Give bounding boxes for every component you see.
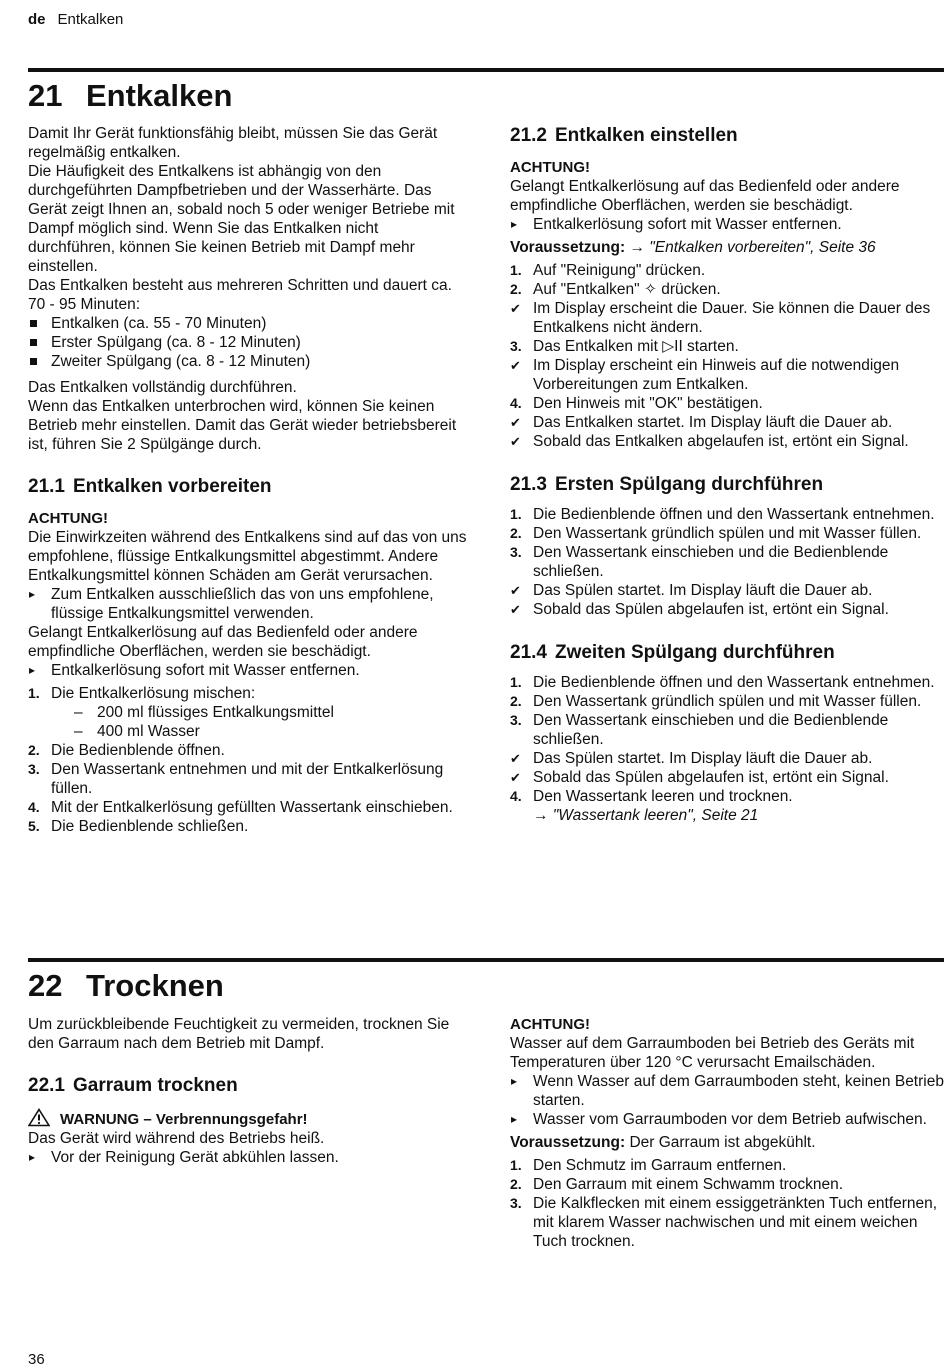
cross-reference: → "Wassertank leeren", Seite 21 [533,807,759,824]
chapter-21-left-column [28,124,468,836]
list-item: – 400 ml Wasser [74,722,468,741]
paragraph: Die Häufigkeit des Entkalkens ist abhängig von den durchgeführten Dampfbetrieben und der Wasserhärte. Das Gerät zeigt Ihnen an, sobald noch 5 oder weniger Betriebe mit Dampf möglich sind. Wenn Sie das Entkalken nicht durchführen, können Sie keinen Betrieb mit Dampf mehr einstellen. [28,163,455,275]
list-item: 1. Die Bedienblende öffnen und den Wassertank entnehmen. [510,674,935,691]
list-item: 2. Auf "Entkalken" ✧ drücken. [510,281,721,298]
chapter-title: 21 Entkalken [28,78,233,113]
section-title: 21.4 Zweiten Spülgang durchführen [510,642,835,663]
list-item: ✔ Das Spülen startet. Im Display läuft die Dauer ab. [510,749,945,768]
list-item: ✔ Sobald das Spülen abgelaufen ist, ertönt ein Signal. [510,600,945,619]
header-section: Entkalken [57,11,124,28]
list-item: 3. Die Kalkflecken mit einem essiggetränkten Tuch entfernen, mit klarem Wasser nachwischen und mit einem weichen Tuch trocknen. [510,1195,938,1250]
list-item: 1. Die Entkalkerlösung mischen: – 200 ml flüssiges Entkalkungsmittel – 400 ml Wasser [28,684,468,741]
section-title: 21.3 Ersten Spülgang durchführen [510,474,824,495]
list-item: ▸ Entkalkerlösung sofort mit Wasser entfernen. [28,661,468,680]
numbered-list [510,261,945,299]
section-title: 22.1 Garraum trocknen [28,1075,238,1096]
list-item: 3. Das Entkalken mit ▷II starten. [510,338,739,355]
numbered-list [510,337,945,356]
paragraph: Wenn das Entkalken unterbrochen wird, können Sie keinen Betrieb mehr einstellen. Damit das Gerät wieder betriebsbereit ist, führen Sie 2 Spülgänge durch. [28,398,457,453]
list-item: Entkalken (ca. 55 - 70 Minuten) [28,314,468,333]
warning-triangle-icon [28,1108,50,1127]
section-title: 21.1 Entkalken vorbereiten [28,476,272,497]
steps-list [28,314,468,371]
numbered-list [510,673,945,749]
chapter-22-right-column [510,1015,945,1251]
paragraph: Gelangt Entkalkerlösung auf das Bedienfeld oder andere empfindliche Oberflächen, werden sie beschädigt. [510,178,900,214]
paragraph: Das Gerät wird während des Betriebs heiß. [28,1130,325,1147]
result-list [510,581,945,619]
section-title: 21.2 Entkalken einstellen [510,125,738,146]
list-item: 4. Den Hinweis mit "OK" bestätigen. [510,395,763,412]
page-header [28,10,123,29]
list-item: 5. Die Bedienblende schließen. [28,818,249,835]
paragraph: Um zurückbleibende Feuchtigkeit zu vermeiden, trocknen Sie den Garraum nach dem Betrieb mit Dampf. [28,1016,450,1052]
list-item: – 200 ml flüssiges Entkalkungsmittel [74,703,468,722]
list-item: ▸ Wasser vom Garraumboden vor dem Betrieb aufwischen. [510,1110,945,1129]
numbered-list [510,394,945,413]
numbered-list [510,505,945,581]
list-item: ✔ Im Display erscheint die Dauer. Sie können die Dauer des Entkalkens nicht ändern. [510,299,945,337]
list-item: Erster Spülgang (ca. 8 - 12 Minuten) [28,333,468,352]
list-item: 4. Den Wassertank leeren und trocknen. → "Wassertank leeren", Seite 21 [510,788,793,824]
action-list [28,585,468,623]
caution-label: ACHTUNG! [510,159,590,176]
language-code: de [28,11,46,28]
result-list [510,749,945,787]
requirement: Voraussetzung: Der Garraum ist abgekühlt. [510,1134,816,1151]
list-item: 3. Den Wassertank einschieben und die Bedienblende schließen. [510,712,889,748]
action-list [28,1148,468,1167]
action-list [510,1072,945,1129]
chapter-title: 22 Trocknen [28,968,224,1003]
list-item: 2. Den Wassertank gründlich spülen und mit Wasser füllen. [510,525,922,542]
paragraph: Die Einwirkzeiten während des Entkalkens sind auf das von uns empfohlene, flüssige Entkalkungsmittel abgestimmt. Andere Entkalkungsmittel können Schäden am Gerät verursachen. [28,529,467,584]
result-list [510,299,945,337]
chapter-rule [28,68,944,72]
numbered-list [510,787,945,825]
warning-label: WARNUNG – Verbrennungsgefahr! [28,1108,468,1129]
result-list [510,356,945,394]
list-item: 1. Den Schmutz im Garraum entfernen. [510,1157,787,1174]
paragraph: Das Entkalken vollständig durchführen. [28,379,297,396]
list-item: 1. Auf "Reinigung" drücken. [510,262,706,279]
list-item: ▸ Wenn Wasser auf dem Garraumboden steht, keinen Betrieb starten. [510,1072,945,1110]
requirement: Voraussetzung: → "Entkalken vorbereiten", Seite 36 [510,239,876,256]
list-item: 2. Den Wassertank gründlich spülen und mit Wasser füllen. [510,693,922,710]
list-item: 2. Die Bedienblende öffnen. [28,742,225,759]
list-item: 1. Die Bedienblende öffnen und den Wassertank entnehmen. [510,506,935,523]
list-item: 3. Den Wassertank entnehmen und mit der Entkalkerlösung füllen. [28,761,444,797]
paragraph: Gelangt Entkalkerlösung auf das Bedienfeld oder andere empfindliche Oberflächen, werden sie beschädigt. [28,624,418,660]
list-item: ✔ Das Spülen startet. Im Display läuft die Dauer ab. [510,581,945,600]
chapter-22-left-column [28,1015,468,1167]
list-item: ✔ Sobald das Spülen abgelaufen ist, ertönt ein Signal. [510,768,945,787]
list-item: ✔ Das Entkalken startet. Im Display läuft die Dauer ab. [510,413,945,432]
page-number: 36 [28,1351,45,1368]
list-item: ▸ Zum Entkalken ausschließlich das von uns empfohlene, flüssige Entkalkungsmittel verwenden. [28,585,468,623]
caution-label: ACHTUNG! [28,510,108,527]
chapter-21-right-column [510,124,945,825]
list-item: ✔ Sobald das Entkalken abgelaufen ist, ertönt ein Signal. [510,432,945,451]
action-list [510,215,945,234]
list-item: ▸ Entkalkerlösung sofort mit Wasser entfernen. [510,215,945,234]
sub-list [51,703,468,741]
list-item: 3. Den Wassertank einschieben und die Bedienblende schließen. [510,544,889,580]
list-item: Zweiter Spülgang (ca. 8 - 12 Minuten) [28,352,468,371]
action-list [28,661,468,680]
numbered-list [510,1156,945,1251]
paragraph: Das Entkalken besteht aus mehreren Schritten und dauert ca. 70 - 95 Minuten: [28,277,452,313]
cross-reference: → "Entkalken vorbereiten", Seite 36 [629,239,876,256]
paragraph: Wasser auf dem Garraumboden bei Betrieb des Geräts mit Temperaturen über 120 °C verursacht Emailschäden. [510,1035,915,1071]
paragraph: Damit Ihr Gerät funktionsfähig bleibt, müssen Sie das Gerät regelmäßig entkalken. [28,125,438,161]
list-item: 2. Den Garraum mit einem Schwamm trocknen. [510,1176,844,1193]
result-list [510,413,945,451]
caution-label: ACHTUNG! [510,1016,590,1033]
chapter-rule [28,958,944,962]
list-item: 4. Mit der Entkalkerlösung gefüllten Wassertank einschieben. [28,799,453,816]
numbered-list [28,684,468,836]
list-item: ✔ Im Display erscheint ein Hinweis auf die notwendigen Vorbereitungen zum Entkalken. [510,356,945,394]
list-item: ▸ Vor der Reinigung Gerät abkühlen lassen. [28,1148,468,1167]
